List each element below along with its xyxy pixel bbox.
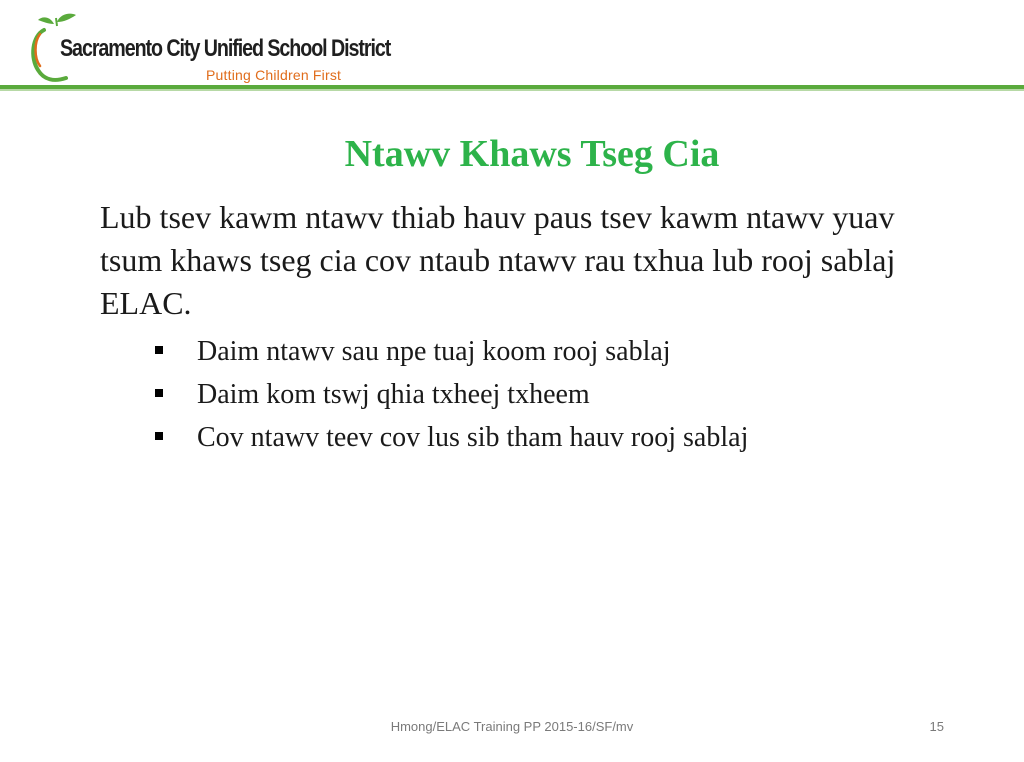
square-bullet-icon [155, 432, 163, 440]
square-bullet-icon [155, 389, 163, 397]
page-number: 15 [929, 719, 944, 734]
header-divider [0, 85, 1024, 91]
logo-tagline: Putting Children First [206, 67, 342, 83]
bullet-text: Daim kom tswj qhia txheej txheem [197, 379, 590, 410]
footer-text: Hmong/ELAC Training PP 2015-16/SF/mv [390, 719, 634, 734]
square-bullet-icon [155, 346, 163, 354]
list-item [150, 416, 748, 459]
logo-title: Sacramento City Unified School District [60, 35, 391, 62]
list-item [150, 373, 748, 416]
bullet-list [150, 330, 748, 459]
bullet-text: Daim ntawv sau npe tuaj koom rooj sablaj [197, 336, 671, 367]
district-logo [30, 10, 391, 88]
body-paragraph: Lub tsev kawm ntawv thiab hauv paus tsev kawm ntawv yuav tsum khaws tseg cia cov ntaub ntawv rau txhua lub rooj sablaj ELAC. [100, 199, 896, 321]
slide-title: Ntawv Khaws Tseg Cia [344, 133, 720, 175]
bullet-text: Cov ntawv teev cov lus sib tham hauv rooj sablaj [197, 422, 749, 453]
list-item [150, 330, 748, 373]
